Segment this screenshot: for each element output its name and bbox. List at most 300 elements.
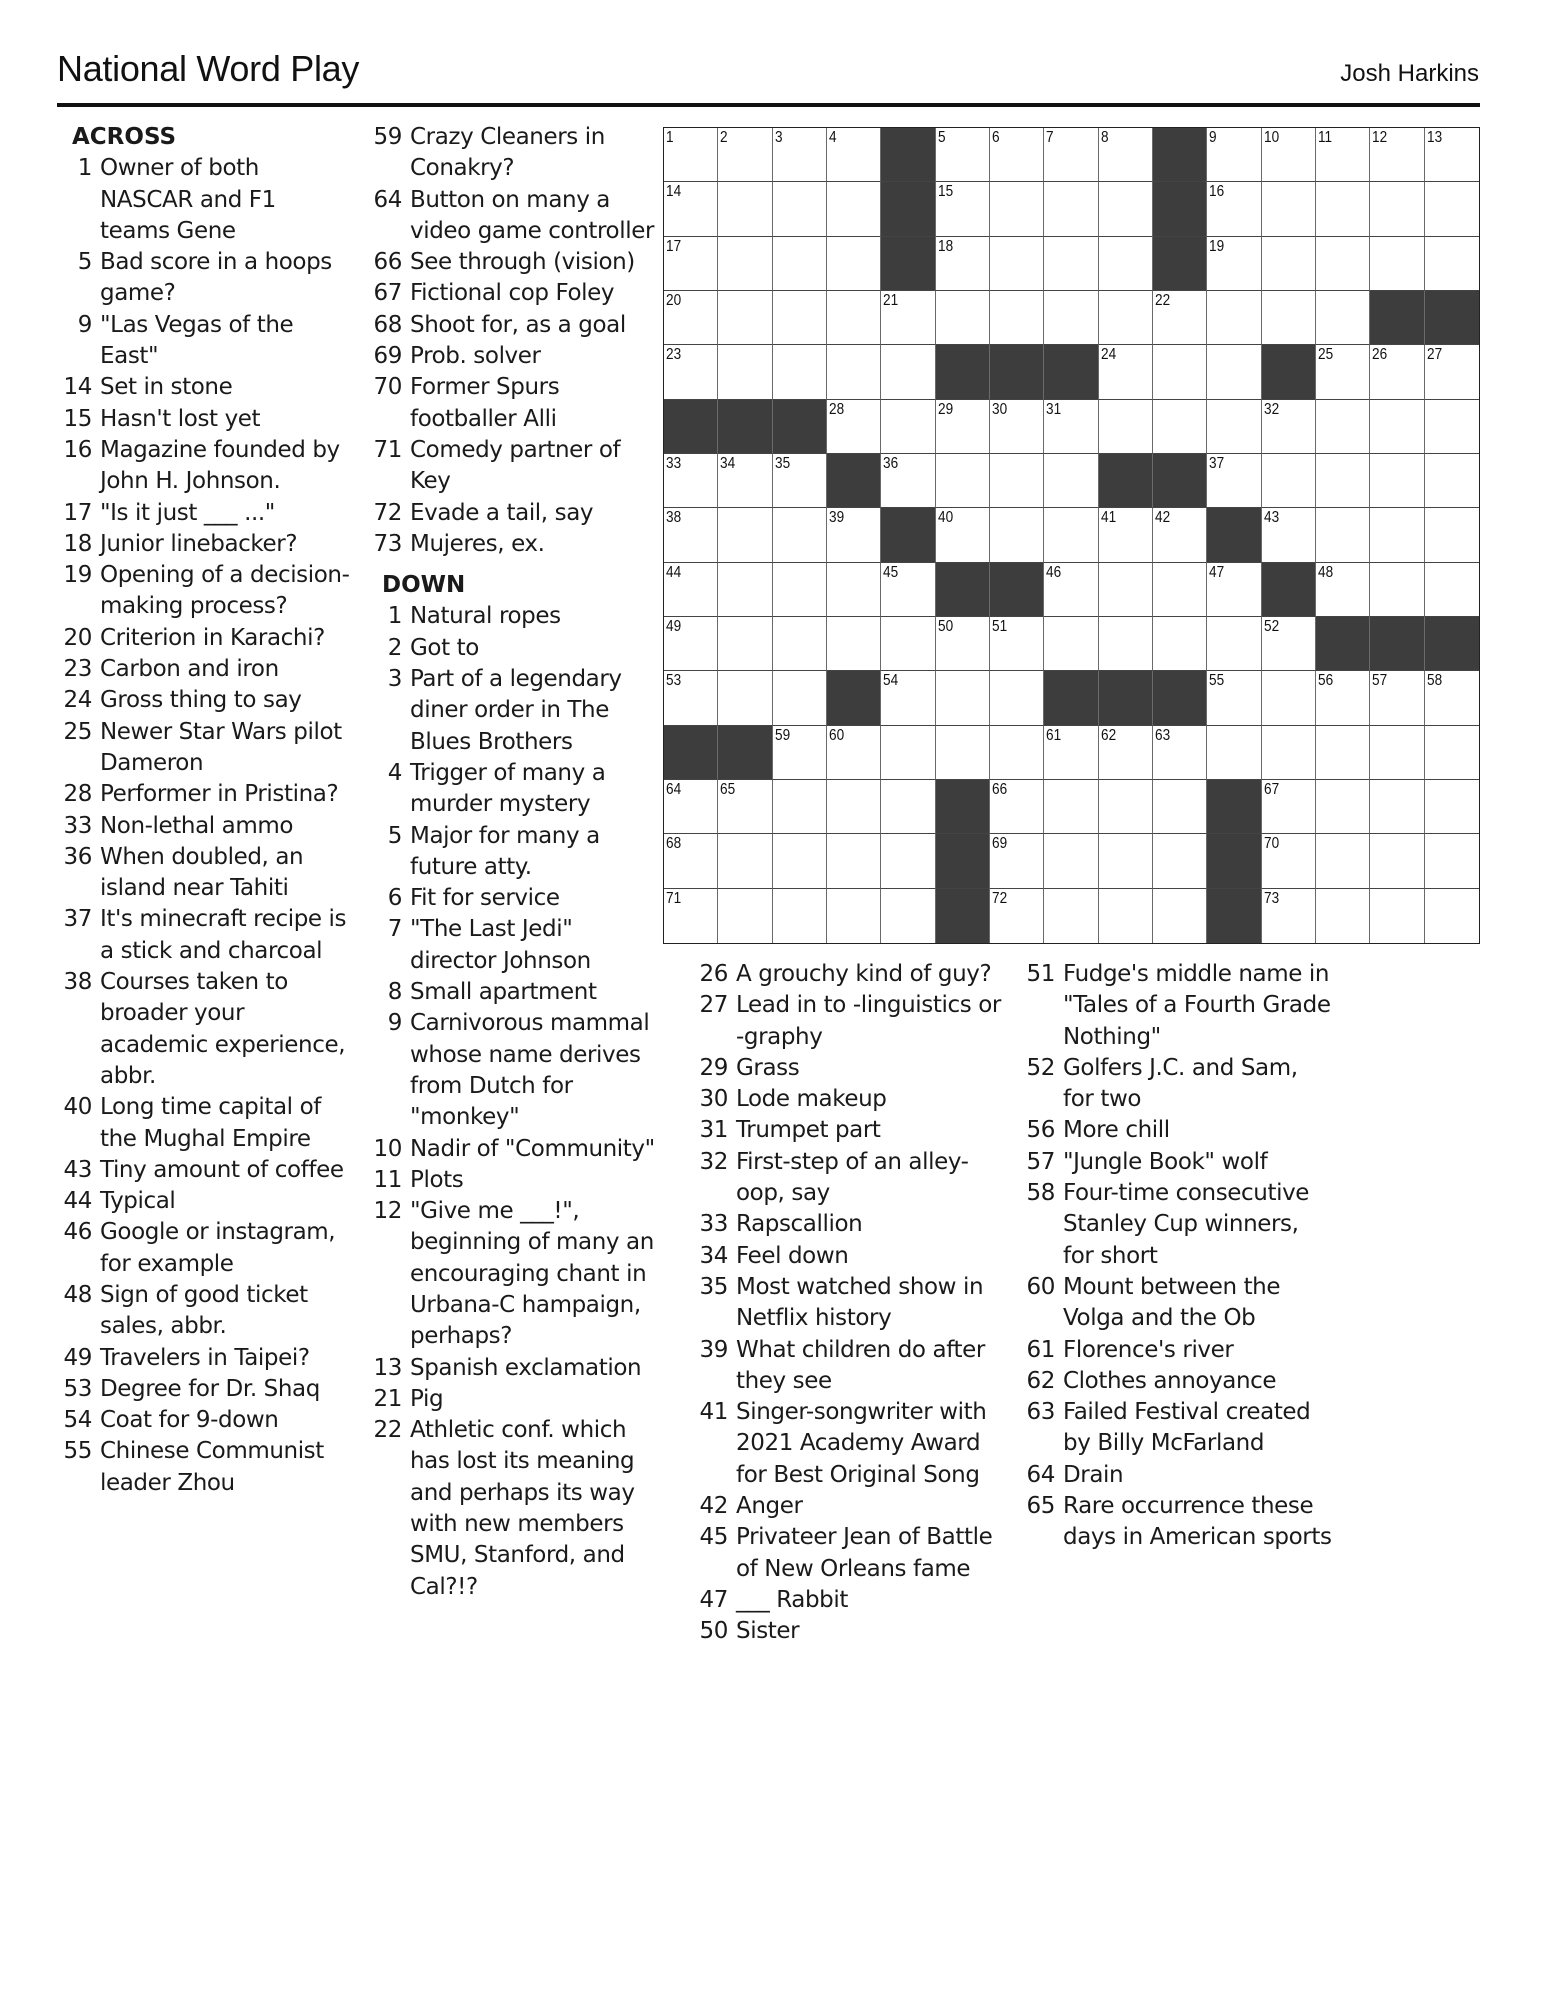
grid-cell[interactable] xyxy=(1316,508,1370,562)
cell-number: 19 xyxy=(1209,237,1225,255)
grid-cell[interactable] xyxy=(1370,563,1424,617)
black-square xyxy=(718,400,772,454)
grid-cell[interactable] xyxy=(1425,563,1479,617)
clue-text: Former Spurs footballer Alli xyxy=(410,374,560,432)
grid-cell[interactable] xyxy=(1099,400,1153,454)
grid-cell[interactable] xyxy=(990,671,1044,725)
grid-cell[interactable] xyxy=(1207,345,1261,399)
grid-cell[interactable] xyxy=(827,617,881,671)
cell-number: 51 xyxy=(991,617,1008,635)
grid-cell[interactable] xyxy=(990,182,1044,236)
grid-cell[interactable] xyxy=(1262,726,1316,780)
cell-number: 22 xyxy=(1154,291,1171,309)
grid-cell[interactable] xyxy=(1207,617,1261,671)
grid-cell[interactable] xyxy=(773,834,827,888)
grid-cell[interactable] xyxy=(664,345,718,399)
grid-cell[interactable] xyxy=(1044,291,1098,345)
grid-cell[interactable] xyxy=(1044,617,1098,671)
grid-cell[interactable] xyxy=(1044,454,1098,508)
grid-cell[interactable] xyxy=(664,780,718,834)
grid-cell[interactable] xyxy=(1425,182,1479,236)
grid-cell[interactable] xyxy=(1425,345,1479,399)
grid-cell[interactable] xyxy=(773,182,827,236)
grid-cell[interactable] xyxy=(664,834,718,888)
clue-text: Rare occurrence these days in American sports xyxy=(1063,1493,1332,1551)
grid-cell[interactable] xyxy=(1425,128,1479,182)
down-clue xyxy=(1013,1053,1333,1116)
clue-text: Carnivorous mammal whose name derives from Dutch for "monkey" xyxy=(410,1010,650,1131)
grid-cell[interactable] xyxy=(1370,671,1424,725)
grid-cell[interactable] xyxy=(1262,508,1316,562)
grid-cell[interactable] xyxy=(718,671,772,725)
cell-number: 43 xyxy=(1263,509,1279,527)
clue-number: 41 xyxy=(699,1399,728,1426)
grid-cell[interactable] xyxy=(1425,237,1479,291)
grid-cell[interactable] xyxy=(1153,291,1207,345)
grid-cell[interactable] xyxy=(881,454,935,508)
grid-cell[interactable] xyxy=(827,889,881,943)
down-clue xyxy=(360,1008,660,1133)
cell-number: 37 xyxy=(1209,454,1225,472)
grid-cell[interactable] xyxy=(1044,563,1098,617)
grid-cell[interactable] xyxy=(1370,780,1424,834)
clue-text: Small apartment xyxy=(410,979,597,1006)
cell-number: 44 xyxy=(666,563,682,581)
clue-text: Fictional cop Foley xyxy=(410,280,615,307)
clue-number: 66 xyxy=(373,249,402,276)
grid-cell[interactable] xyxy=(827,834,881,888)
grid-cell[interactable] xyxy=(881,780,935,834)
cell-number: 6 xyxy=(991,129,1000,146)
grid-cell[interactable] xyxy=(1425,671,1479,725)
grid-cell[interactable] xyxy=(718,563,772,617)
cell-number: 1 xyxy=(666,129,674,146)
grid-cell[interactable] xyxy=(1370,454,1424,508)
grid-cell[interactable] xyxy=(1207,237,1261,291)
cell-number: 18 xyxy=(937,237,953,255)
grid-cell[interactable] xyxy=(718,291,772,345)
clue-number: 1 xyxy=(77,155,92,182)
cell-number: 11 xyxy=(1317,129,1333,146)
grid-cell[interactable] xyxy=(1316,182,1370,236)
down-clue xyxy=(1013,1272,1333,1335)
clue-column-1 xyxy=(50,122,350,1499)
grid-cell[interactable] xyxy=(1262,671,1316,725)
grid-cell[interactable] xyxy=(1370,400,1424,454)
across-clue xyxy=(50,1280,350,1343)
grid-cell[interactable] xyxy=(664,182,718,236)
clue-number: 40 xyxy=(63,1094,92,1121)
grid-cell[interactable] xyxy=(881,291,935,345)
grid-cell[interactable] xyxy=(1316,454,1370,508)
grid-cell[interactable] xyxy=(1262,889,1316,943)
grid-cell[interactable] xyxy=(881,671,935,725)
grid-cell[interactable] xyxy=(1370,345,1424,399)
grid-cell[interactable] xyxy=(1316,400,1370,454)
grid-cell[interactable] xyxy=(773,291,827,345)
across-clue xyxy=(360,310,660,341)
grid-cell[interactable] xyxy=(936,617,990,671)
grid-cell[interactable] xyxy=(990,508,1044,562)
across-clue xyxy=(50,1436,350,1499)
grid-cell[interactable] xyxy=(773,454,827,508)
grid-cell[interactable] xyxy=(990,237,1044,291)
down-clue xyxy=(686,1209,1006,1240)
clue-text: Set in stone xyxy=(100,374,233,401)
grid-cell[interactable] xyxy=(990,834,1044,888)
cell-number: 20 xyxy=(666,291,682,309)
grid-cell[interactable] xyxy=(1316,291,1370,345)
grid-cell[interactable] xyxy=(1262,454,1316,508)
grid-cell[interactable] xyxy=(1207,291,1261,345)
clue-number: 49 xyxy=(63,1344,92,1371)
cell-number: 25 xyxy=(1317,346,1334,364)
grid-cell[interactable] xyxy=(1044,508,1098,562)
grid-cell[interactable] xyxy=(1370,889,1424,943)
clue-number: 64 xyxy=(373,186,402,213)
cell-number: 2 xyxy=(720,129,728,146)
clue-text: First-step of an alley-oop, say xyxy=(736,1148,969,1207)
cell-number: 35 xyxy=(774,454,790,472)
grid-cell[interactable] xyxy=(1153,780,1207,834)
grid-cell[interactable] xyxy=(1207,671,1261,725)
grid-cell[interactable] xyxy=(990,780,1044,834)
grid-cell[interactable] xyxy=(936,726,990,780)
grid-cell[interactable] xyxy=(827,726,881,780)
clue-number: 17 xyxy=(63,499,92,526)
clue-text: Sister xyxy=(736,1618,800,1645)
grid-cell[interactable] xyxy=(881,889,935,943)
cell-number: 68 xyxy=(666,835,682,853)
black-square xyxy=(827,454,881,508)
grid-cell[interactable] xyxy=(1153,834,1207,888)
grid-cell[interactable] xyxy=(773,889,827,943)
clue-text: "The Last Jedi" director Johnson xyxy=(410,916,591,974)
clue-text: Failed Festival created by Billy McFarland xyxy=(1063,1399,1311,1457)
grid-cell[interactable] xyxy=(1262,182,1316,236)
grid-cell[interactable] xyxy=(1425,400,1479,454)
grid-cell[interactable] xyxy=(881,617,935,671)
down-clue xyxy=(686,1585,1006,1616)
grid-cell[interactable] xyxy=(1370,834,1424,888)
grid-cell[interactable] xyxy=(1370,726,1424,780)
clue-number: 8 xyxy=(387,979,402,1006)
grid-cell[interactable] xyxy=(1099,726,1153,780)
grid-cell[interactable] xyxy=(1370,128,1424,182)
clue-number: 5 xyxy=(77,249,92,276)
grid-cell[interactable] xyxy=(1425,889,1479,943)
clue-text: When doubled, an island near Tahiti xyxy=(100,843,304,902)
clue-number: 68 xyxy=(373,311,402,338)
grid-cell[interactable] xyxy=(1044,834,1098,888)
grid-cell[interactable] xyxy=(1262,617,1316,671)
grid-cell[interactable] xyxy=(936,128,990,182)
cell-number: 24 xyxy=(1100,346,1116,364)
grid-cell[interactable] xyxy=(827,182,881,236)
grid-cell[interactable] xyxy=(1153,726,1207,780)
grid-cell[interactable] xyxy=(1044,128,1098,182)
grid-cell[interactable] xyxy=(1207,563,1261,617)
grid-cell[interactable] xyxy=(881,834,935,888)
cell-number: 52 xyxy=(1263,617,1279,635)
grid-cell[interactable] xyxy=(1262,128,1316,182)
grid-cell[interactable] xyxy=(990,617,1044,671)
down-clue xyxy=(360,758,660,821)
grid-cell[interactable] xyxy=(664,237,718,291)
down-clue xyxy=(360,977,660,1008)
grid-cell[interactable] xyxy=(1099,617,1153,671)
grid-cell[interactable] xyxy=(664,128,718,182)
grid-cell[interactable] xyxy=(718,617,772,671)
grid-cell[interactable] xyxy=(990,889,1044,943)
across-clue xyxy=(50,904,350,967)
down-clue xyxy=(686,1522,1006,1585)
grid-cell[interactable] xyxy=(773,780,827,834)
grid-cell[interactable] xyxy=(664,889,718,943)
clue-number: 2 xyxy=(387,634,402,661)
grid-cell[interactable] xyxy=(1099,780,1153,834)
cell-number: 17 xyxy=(666,237,682,255)
grid-cell[interactable] xyxy=(773,508,827,562)
across-clue xyxy=(50,404,350,435)
grid-cell[interactable] xyxy=(664,617,718,671)
grid-cell[interactable] xyxy=(1262,834,1316,888)
across-clue xyxy=(360,435,660,498)
grid-cell[interactable] xyxy=(1370,237,1424,291)
grid-cell[interactable] xyxy=(718,780,772,834)
down-clue-list-continued xyxy=(686,959,1006,1648)
grid-cell[interactable] xyxy=(664,454,718,508)
grid-cell[interactable] xyxy=(664,291,718,345)
grid-cell[interactable] xyxy=(1044,889,1098,943)
cell-number: 46 xyxy=(1046,563,1062,581)
grid-cell[interactable] xyxy=(1099,508,1153,562)
grid-cell[interactable] xyxy=(1316,128,1370,182)
grid-cell[interactable] xyxy=(827,237,881,291)
grid-cell[interactable] xyxy=(1425,508,1479,562)
clue-text: Typical xyxy=(100,1188,176,1215)
clue-number: 1 xyxy=(387,603,402,630)
grid-cell[interactable] xyxy=(1044,780,1098,834)
cell-number: 10 xyxy=(1263,129,1279,146)
grid-cell[interactable] xyxy=(773,237,827,291)
grid-cell[interactable] xyxy=(1370,508,1424,562)
clue-text: Crazy Cleaners in Conakry? xyxy=(410,124,605,182)
clue-text: Part of a legendary diner order in The Blues Brothers xyxy=(410,666,622,755)
grid-cell[interactable] xyxy=(1044,726,1098,780)
grid-cell[interactable] xyxy=(1370,182,1424,236)
grid-cell[interactable] xyxy=(1316,889,1370,943)
clue-text: Mujeres, ex. xyxy=(410,530,545,557)
grid-cell[interactable] xyxy=(881,400,935,454)
across-clue xyxy=(360,247,660,278)
grid-cell[interactable] xyxy=(1099,128,1153,182)
grid-cell[interactable] xyxy=(881,345,935,399)
clue-text: Degree for Dr. Shaq xyxy=(100,1375,320,1402)
grid-cell[interactable] xyxy=(1099,834,1153,888)
clue-text: Carbon and iron xyxy=(100,656,279,683)
grid-cell[interactable] xyxy=(827,563,881,617)
grid-cell[interactable] xyxy=(718,508,772,562)
down-clue xyxy=(686,1115,1006,1146)
clue-text: Tiny amount of coffee xyxy=(100,1156,344,1183)
grid-cell[interactable] xyxy=(1099,889,1153,943)
grid-cell[interactable] xyxy=(773,617,827,671)
grid-cell[interactable] xyxy=(1262,237,1316,291)
cell-number: 3 xyxy=(774,129,783,146)
grid-cell[interactable] xyxy=(1099,182,1153,236)
across-clue xyxy=(50,498,350,529)
cell-number: 23 xyxy=(666,346,682,364)
grid-cell[interactable] xyxy=(1425,834,1479,888)
down-heading: DOWN xyxy=(382,572,466,599)
grid-cell[interactable] xyxy=(718,889,772,943)
grid-cell[interactable] xyxy=(1207,182,1261,236)
cell-number: 9 xyxy=(1209,129,1217,146)
clue-text: Magazine founded by John H. Johnson. xyxy=(100,436,340,495)
grid-cell[interactable] xyxy=(1316,237,1370,291)
grid-cell[interactable] xyxy=(664,563,718,617)
grid-cell[interactable] xyxy=(936,508,990,562)
grid-cell[interactable] xyxy=(827,291,881,345)
across-clue xyxy=(50,967,350,1092)
cell-number: 21 xyxy=(883,291,899,309)
clue-text: Fit for service xyxy=(410,885,560,912)
grid-cell[interactable] xyxy=(1153,400,1207,454)
grid-cell[interactable] xyxy=(1262,291,1316,345)
grid-cell[interactable] xyxy=(990,291,1044,345)
grid-cell[interactable] xyxy=(1207,400,1261,454)
clue-number: 55 xyxy=(63,1438,92,1465)
grid-cell[interactable] xyxy=(773,563,827,617)
grid-cell[interactable] xyxy=(1153,508,1207,562)
grid-cell[interactable] xyxy=(664,508,718,562)
grid-cell[interactable] xyxy=(773,345,827,399)
grid-cell[interactable] xyxy=(1316,563,1370,617)
grid-cell[interactable] xyxy=(1262,400,1316,454)
clue-text: Athletic conf. which has lost its meaning and perhaps its way with new members SMU, Stanford, and Cal?!? xyxy=(410,1417,635,1600)
grid-cell[interactable] xyxy=(936,454,990,508)
grid-cell[interactable] xyxy=(1207,128,1261,182)
grid-cell[interactable] xyxy=(1316,345,1370,399)
grid-cell[interactable] xyxy=(827,508,881,562)
down-clue xyxy=(686,1084,1006,1115)
grid-cell[interactable] xyxy=(1316,780,1370,834)
across-clue xyxy=(50,1405,350,1436)
grid-cell[interactable] xyxy=(827,400,881,454)
cell-number: 27 xyxy=(1426,346,1442,364)
grid-cell[interactable] xyxy=(1153,345,1207,399)
grid-cell[interactable] xyxy=(664,671,718,725)
grid-cell[interactable] xyxy=(718,454,772,508)
down-clue xyxy=(360,1384,660,1415)
down-clue xyxy=(1013,1460,1333,1491)
grid-cell[interactable] xyxy=(1207,454,1261,508)
grid-cell[interactable] xyxy=(990,726,1044,780)
grid-cell[interactable] xyxy=(827,345,881,399)
grid-cell[interactable] xyxy=(1262,780,1316,834)
clue-number: 67 xyxy=(373,280,402,307)
black-square xyxy=(1425,291,1479,345)
clue-text: Nadir of "Community" xyxy=(410,1135,655,1162)
grid-cell[interactable] xyxy=(1153,563,1207,617)
grid-cell[interactable] xyxy=(1099,563,1153,617)
grid-cell[interactable] xyxy=(990,400,1044,454)
grid-cell[interactable] xyxy=(718,237,772,291)
grid-cell[interactable] xyxy=(773,128,827,182)
black-square xyxy=(990,563,1044,617)
clue-number: 62 xyxy=(1026,1367,1055,1394)
grid-cell[interactable] xyxy=(1207,726,1261,780)
down-clue xyxy=(686,959,1006,990)
cell-number: 69 xyxy=(991,835,1008,853)
grid-cell[interactable] xyxy=(773,726,827,780)
grid-cell[interactable] xyxy=(827,780,881,834)
grid-cell[interactable] xyxy=(1316,834,1370,888)
grid-cell[interactable] xyxy=(1425,726,1479,780)
grid-cell[interactable] xyxy=(881,563,935,617)
grid-cell[interactable] xyxy=(936,182,990,236)
grid-cell[interactable] xyxy=(718,182,772,236)
grid-cell[interactable] xyxy=(718,128,772,182)
clue-text: Coat for 9-down xyxy=(100,1407,279,1434)
clue-number: 58 xyxy=(1026,1180,1055,1207)
down-clue xyxy=(360,601,660,632)
grid-cell[interactable] xyxy=(1425,780,1479,834)
across-clue xyxy=(50,811,350,842)
grid-cell[interactable] xyxy=(718,345,772,399)
grid-cell[interactable] xyxy=(936,400,990,454)
grid-cell[interactable] xyxy=(1044,400,1098,454)
grid-cell[interactable] xyxy=(936,291,990,345)
clue-number: 20 xyxy=(63,624,92,651)
down-clue xyxy=(1013,1366,1333,1397)
down-clue xyxy=(360,664,660,758)
grid-cell[interactable] xyxy=(990,128,1044,182)
black-square xyxy=(1370,291,1424,345)
clue-text: Rapscallion xyxy=(736,1211,863,1238)
grid-cell[interactable] xyxy=(1099,345,1153,399)
grid-cell[interactable] xyxy=(1153,617,1207,671)
grid-cell[interactable] xyxy=(936,237,990,291)
grid-cell[interactable] xyxy=(1044,182,1098,236)
grid-cell[interactable] xyxy=(1153,889,1207,943)
grid-cell[interactable] xyxy=(936,671,990,725)
clue-text: Pig xyxy=(410,1385,444,1412)
clue-number: 59 xyxy=(373,124,402,150)
grid-cell[interactable] xyxy=(1425,454,1479,508)
grid-cell[interactable] xyxy=(773,671,827,725)
black-square xyxy=(1207,889,1261,943)
grid-cell[interactable] xyxy=(990,454,1044,508)
grid-cell[interactable] xyxy=(1316,671,1370,725)
cell-number: 73 xyxy=(1263,889,1279,907)
cell-number: 16 xyxy=(1209,183,1225,201)
grid-cell[interactable] xyxy=(1044,237,1098,291)
clue-column-2 xyxy=(360,122,660,1603)
down-clue xyxy=(1013,1115,1333,1146)
clue-number: 9 xyxy=(77,311,92,338)
grid-cell[interactable] xyxy=(827,128,881,182)
grid-cell[interactable] xyxy=(881,726,935,780)
grid-cell[interactable] xyxy=(718,834,772,888)
black-square xyxy=(990,345,1044,399)
grid-cell[interactable] xyxy=(1099,237,1153,291)
black-square xyxy=(664,726,718,780)
grid-cell[interactable] xyxy=(1316,726,1370,780)
down-clue xyxy=(686,990,1006,1053)
grid-cell[interactable] xyxy=(1099,291,1153,345)
